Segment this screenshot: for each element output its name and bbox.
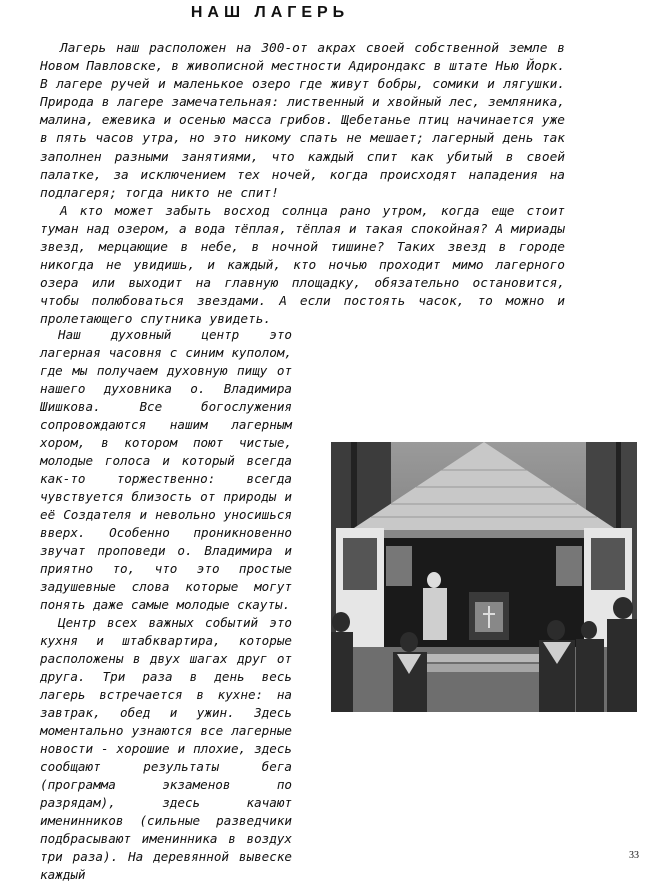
paragraph-3: Наш духовный центр это лагерная часовня с синим куполом, где мы получаем духовную пищу от нашего духовника о. Владимира Шишкова. Все богослужения сопровождаются нашим лагерным хором, в котором поют чистые, молодые голоса и который всегда как-то торжественно: всегда чувствуется близость от природы и её Создателя и невольно уносишься вверх. Особенно проникновенно звучат проповеди о. Владимира и приятно то, что это простые задушевные слова которые могут понять даже самые молодые скауты. (40, 327, 292, 612)
paragraph-1: Лагерь наш расположен на 300-от акрах своей собственной земле в Новом Павловске, в живописной местности Адирондакс в штате Нью Йорк. В лагере ручей и маленькое озеро где живут бобры, сомики и лягушки. Природа в лагере замечательная: лиственный и хвойный лес, земляника, малина, ежевика и осенью масса грибов. Щебетанье птиц начинается уже в пять часов утра, но это никому спать не мешает; лагерный день так заполнен разными занятиями, что каждый спит как убитый в своей палатке, за исключением тех ночей, когда происходят нападения на подлагеря; тогда никто не спит! (40, 41, 565, 201)
intro-text (40, 40, 565, 330)
chapel-photo (331, 442, 637, 712)
page-number: 33 (629, 850, 639, 861)
left-column-text (40, 326, 292, 884)
paragraph-2: А кто может забыть восход солнца рано утром, когда еще стоит туман над озером, а вода тёплая, тёплая и такая спокойная? А мириады звезд, мерцающие в небе, в ночной тишине? Таких звезд в городе никогда не увидишь, и каждый, кто ночью проходит мимо лагерного озера или выходит на главную площадку, обязательно остановится, чтобы полюбоваться звездами. А если постоять часок, то можно и пролетающего спутника увидеть. (40, 203, 565, 328)
paragraph-4: Центр всех важных событий это кухня и штабквартира, которые расположены в двух шагах друг от друга. Три раза в день весь лагерь встречается в кухне: на завтрак, обед и ужин. Здесь моментально узнаются все лагерные новости - хорошие и плохие, здесь сообщают результаты бега (программа экзаменов по разрядам), здесь качают именинников (сильные разведчики подбрасывают именинника в воздух три раза). На деревянной вывеске каждый (40, 615, 292, 882)
page-title: НАШ ЛАГЕРЬ (190, 4, 350, 21)
